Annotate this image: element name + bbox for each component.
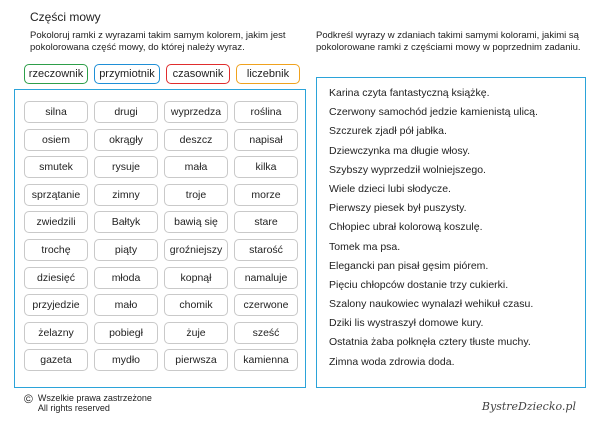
word-box[interactable]: groźniejszy [164, 239, 228, 261]
word-box[interactable]: żuje [164, 322, 228, 344]
sentence-item: Pierwszy piesek był puszysty. [329, 202, 467, 215]
sentence-item: Tomek ma psa. [329, 240, 401, 253]
word-box[interactable]: okrągły [94, 129, 158, 151]
word-grid [24, 101, 298, 371]
word-box[interactable]: sześć [234, 322, 298, 344]
word-box[interactable]: kilka [234, 156, 298, 178]
word-box[interactable]: Bałtyk [94, 211, 158, 233]
sentence-item: Chłopiec ubrał kolorową koszulę. [329, 221, 483, 234]
word-box[interactable]: mało [94, 294, 158, 316]
word-box[interactable]: mydło [94, 349, 158, 371]
sentence-item: Dziki lis wystraszył domowe kury. [329, 317, 484, 330]
word-box[interactable]: smutek [24, 156, 88, 178]
parts-of-speech-legend [24, 64, 300, 84]
word-box[interactable]: morze [234, 184, 298, 206]
word-box[interactable]: gazeta [24, 349, 88, 371]
word-box[interactable]: rysuje [94, 156, 158, 178]
sentence-item: Pięciu chłopców dostanie trzy cukierki. [329, 278, 509, 291]
right-instruction: Podkreśl wyrazy w zdaniach takimi samymi kolorami, jakimi są pokolorowane ramki z częściami mowy w poprzednim zadaniu. [316, 30, 581, 53]
word-box[interactable]: kamienna [234, 349, 298, 371]
page-title: Części mowy [30, 10, 101, 24]
word-box[interactable]: dziesięć [24, 267, 88, 289]
word-box[interactable]: namaluje [234, 267, 298, 289]
legend-czasownik: czasownik [166, 64, 230, 84]
copyright [24, 393, 152, 413]
word-box[interactable]: czerwone [234, 294, 298, 316]
copyright-icon: © [24, 392, 33, 406]
sentence-item: Karina czyta fantastyczną książkę. [329, 87, 490, 99]
word-box[interactable]: roślina [234, 101, 298, 123]
word-box[interactable]: silna [24, 101, 88, 123]
word-box[interactable]: młoda [94, 267, 158, 289]
sentence-item: Zimna woda zdrowia doda. [329, 355, 455, 368]
word-box[interactable]: kopnął [164, 267, 228, 289]
word-box[interactable]: żelazny [24, 322, 88, 344]
word-box[interactable]: mała [164, 156, 228, 178]
sentence-item: Ostatnia żaba połknęła cztery tłuste muchy. [329, 336, 531, 349]
word-box[interactable]: drugi [94, 101, 158, 123]
sentence-item: Szczurek zjadł pół jabłka. [329, 125, 447, 138]
word-box[interactable]: zimny [94, 184, 158, 206]
copyright-text [38, 393, 152, 413]
word-box[interactable]: bawią się [164, 211, 228, 233]
sentence-item: Dziewczynka ma długie włosy. [329, 144, 471, 157]
word-box[interactable]: napisał [234, 129, 298, 151]
word-box[interactable]: osiem [24, 129, 88, 151]
copyright-line1: Wszelkie prawa zastrzeżone [37, 393, 152, 403]
sentence-item: Szalony naukowiec wynalazł wehikuł czasu. [329, 298, 534, 311]
word-box[interactable]: sprzątanie [24, 184, 88, 206]
word-box[interactable]: stare [234, 211, 298, 233]
word-box[interactable]: wyprzedza [164, 101, 228, 123]
sentence-item: Wiele dzieci lubi słodycze. [329, 182, 451, 195]
word-box[interactable]: przyjedzie [24, 294, 88, 316]
left-instruction: Pokoloruj ramki z wyrazami takim samym kolorem, jakim jest pokolorowana część mowy, do której należy wyraz. [30, 30, 286, 53]
word-box[interactable]: trochę [24, 239, 88, 261]
word-box[interactable]: pierwsza [164, 349, 228, 371]
sentence-list [329, 84, 538, 372]
word-box[interactable]: troje [164, 184, 228, 206]
word-box[interactable]: zwiedzili [24, 211, 88, 233]
brand-logo: BystreDziecko.pl [481, 400, 576, 413]
legend-rzeczownik: rzeczownik [24, 64, 88, 84]
word-box[interactable]: pobiegł [94, 322, 158, 344]
copyright-line2: All rights reserved [37, 403, 110, 413]
sentence-panel [316, 77, 586, 388]
sentence-item: Czerwony samochód jedzie kamienistą ulicą. [329, 106, 538, 119]
word-box[interactable]: piąty [94, 239, 158, 261]
word-box[interactable]: starość [234, 239, 298, 261]
legend-liczebnik: liczebnik [236, 64, 300, 84]
word-box[interactable]: chomik [164, 294, 228, 316]
word-panel [14, 89, 306, 388]
sentence-item: Elegancki pan pisał gęsim piórem. [329, 259, 489, 272]
word-box[interactable]: deszcz [164, 129, 228, 151]
legend-przymiotnik: przymiotnik [94, 64, 160, 84]
sentence-item: Szybszy wyprzedził wolniejszego. [329, 163, 486, 176]
